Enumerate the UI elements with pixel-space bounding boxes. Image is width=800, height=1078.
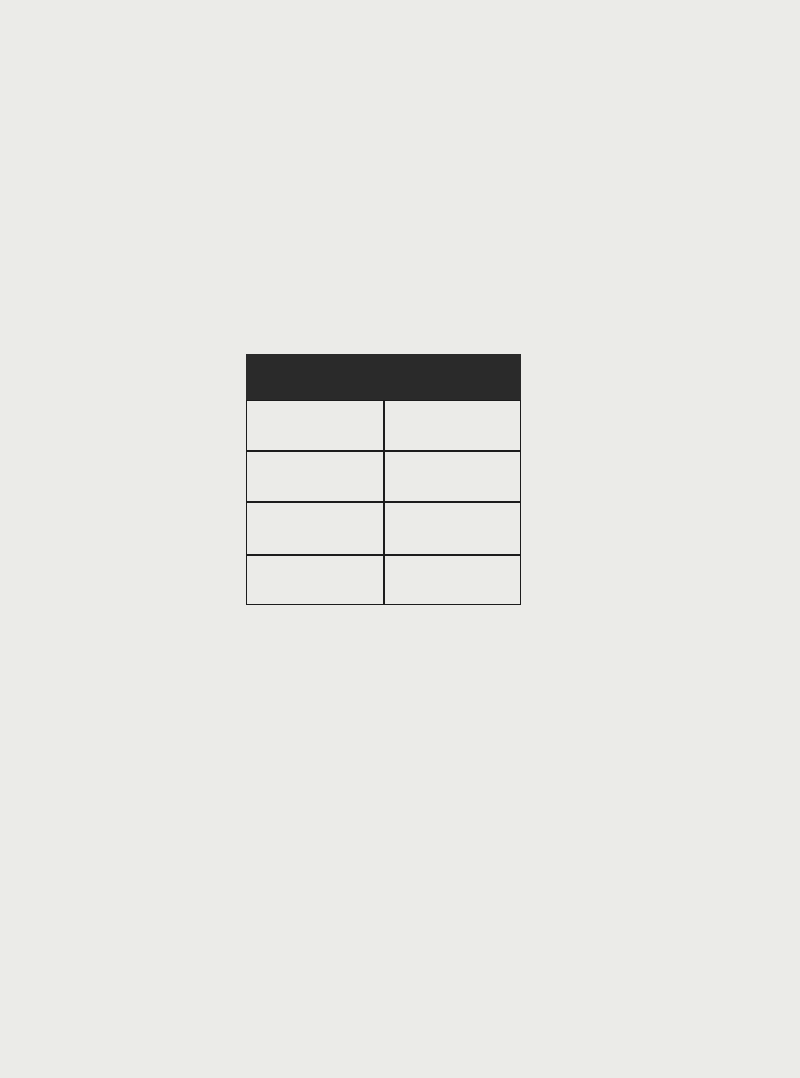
- figure-photo-plate: [246, 354, 521, 605]
- plate-left-2: [246, 555, 384, 605]
- plate-right-4: [384, 502, 521, 555]
- plate-right-8: [384, 400, 521, 451]
- plate-band-10: [246, 354, 521, 400]
- plate-right-6: [384, 451, 521, 502]
- plate-left-4: [246, 502, 384, 555]
- plate-left-6: [246, 451, 384, 502]
- plate-left-8: [246, 400, 384, 451]
- plate-right-2: [384, 555, 521, 605]
